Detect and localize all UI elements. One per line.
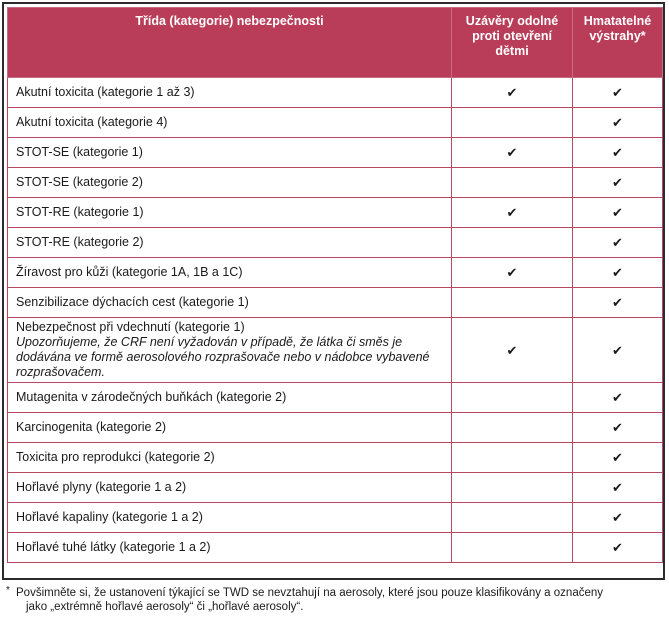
tactile-check-icon: ✔: [573, 78, 663, 108]
table-row: [8, 473, 663, 503]
table-row: [8, 78, 663, 108]
hazard-class-label: Nebezpečnost při vdechnutí (kategorie 1): [16, 320, 245, 334]
table-row: [8, 108, 663, 138]
closures-check-icon: [452, 533, 573, 563]
tactile-check-icon: ✔: [573, 138, 663, 168]
footnote: [6, 586, 666, 614]
hazard-class-cell: [8, 258, 452, 288]
table-row: [8, 258, 663, 288]
tactile-check-icon: ✔: [573, 318, 663, 383]
closures-check-icon: ✔: [452, 318, 573, 383]
header-hazard-class: Třída (kategorie) nebezpečnosti: [8, 8, 452, 78]
tactile-check-icon: ✔: [573, 108, 663, 138]
hazard-class-cell: [8, 138, 452, 168]
tactile-check-icon: ✔: [573, 443, 663, 473]
footnote-line-1: Povšimněte si, že ustanovení týkající se TWD se nevztahují na aerosoly, které jsou pouze klasifikovány a označeny: [16, 587, 604, 599]
table-row: [8, 503, 663, 533]
hazard-class-label: STOT-SE (kategorie 2): [16, 175, 143, 189]
hazard-class-note: Upozorňujeme, že CRF není vyžadován v případě, že látka či směs je dodávána ve formě aerosolového rozprašovače nebo v nádobce vybavené rozprašovačem.: [16, 335, 430, 379]
hazard-class-cell: [8, 108, 452, 138]
hazard-class-cell: [8, 533, 452, 563]
hazard-class-label: Toxicita pro reprodukci (kategorie 2): [16, 450, 215, 464]
hazard-class-cell: [8, 168, 452, 198]
tactile-check-icon: ✔: [573, 288, 663, 318]
tactile-check-icon: ✔: [573, 228, 663, 258]
hazard-table: [7, 7, 663, 563]
closures-check-icon: [452, 473, 573, 503]
hazard-class-label: Mutagenita v zárodečných buňkách (kategorie 2): [16, 390, 287, 404]
hazard-class-cell: [8, 473, 452, 503]
hazard-class-label: Hořlavé tuhé látky (kategorie 1 a 2): [16, 540, 211, 554]
hazard-class-label: Akutní toxicita (kategorie 4): [16, 115, 168, 129]
hazard-class-cell: [8, 198, 452, 228]
hazard-class-label: STOT-RE (kategorie 2): [16, 235, 144, 249]
tactile-check-icon: ✔: [573, 473, 663, 503]
table-header-row: [8, 8, 663, 78]
hazard-class-cell: [8, 383, 452, 413]
closures-check-icon: [452, 168, 573, 198]
hazard-class-label: STOT-SE (kategorie 1): [16, 145, 143, 159]
closures-check-icon: [452, 413, 573, 443]
table-row: [8, 443, 663, 473]
hazard-class-label: Senzibilizace dýchacích cest (kategorie 1): [16, 295, 249, 309]
header-tactile-warnings: Hmatatelné výstrahy*: [573, 8, 663, 78]
hazard-class-label: Hořlavé plyny (kategorie 1 a 2): [16, 480, 187, 494]
header-child-resistant-closures: Uzávěry odolné proti otevření dětmi: [452, 8, 573, 78]
table-row: [8, 168, 663, 198]
hazard-class-cell: [8, 443, 452, 473]
table-row: [8, 533, 663, 563]
hazard-class-cell: [8, 228, 452, 258]
hazard-class-label: Hořlavé kapaliny (kategorie 1 a 2): [16, 510, 203, 524]
tactile-check-icon: ✔: [573, 533, 663, 563]
closures-check-icon: ✔: [452, 78, 573, 108]
hazard-class-cell: [8, 503, 452, 533]
hazard-class-label: Akutní toxicita (kategorie 1 až 3): [16, 85, 195, 99]
hazard-class-label: STOT-RE (kategorie 1): [16, 205, 144, 219]
table-row: [8, 198, 663, 228]
table-row: [8, 228, 663, 258]
table-row: [8, 138, 663, 168]
table-row: [8, 288, 663, 318]
hazard-class-cell: [8, 413, 452, 443]
hazard-class-label: Žíravost pro kůži (kategorie 1A, 1B a 1C): [16, 265, 243, 279]
tactile-check-icon: ✔: [573, 198, 663, 228]
closures-check-icon: [452, 108, 573, 138]
table-row: [8, 383, 663, 413]
closures-check-icon: [452, 383, 573, 413]
closures-check-icon: ✔: [452, 198, 573, 228]
tactile-check-icon: ✔: [573, 258, 663, 288]
table-row: [8, 318, 663, 383]
closures-check-icon: ✔: [452, 138, 573, 168]
tactile-check-icon: ✔: [573, 383, 663, 413]
hazard-class-cell: [8, 318, 452, 383]
hazard-class-cell: [8, 78, 452, 108]
tactile-check-icon: ✔: [573, 168, 663, 198]
hazard-class-label: Karcinogenita (kategorie 2): [16, 420, 167, 434]
hazard-class-cell: [8, 288, 452, 318]
closures-check-icon: ✔: [452, 258, 573, 288]
table-row: [8, 413, 663, 443]
closures-check-icon: [452, 288, 573, 318]
closures-check-icon: [452, 443, 573, 473]
tactile-check-icon: ✔: [573, 413, 663, 443]
closures-check-icon: [452, 503, 573, 533]
footnote-marker: *: [6, 585, 10, 596]
closures-check-icon: [452, 228, 573, 258]
footnote-line-2: jako „extrémně hořlavé aerosoly“ či „hořlavé aerosoly“.: [26, 601, 304, 613]
tactile-check-icon: ✔: [573, 503, 663, 533]
